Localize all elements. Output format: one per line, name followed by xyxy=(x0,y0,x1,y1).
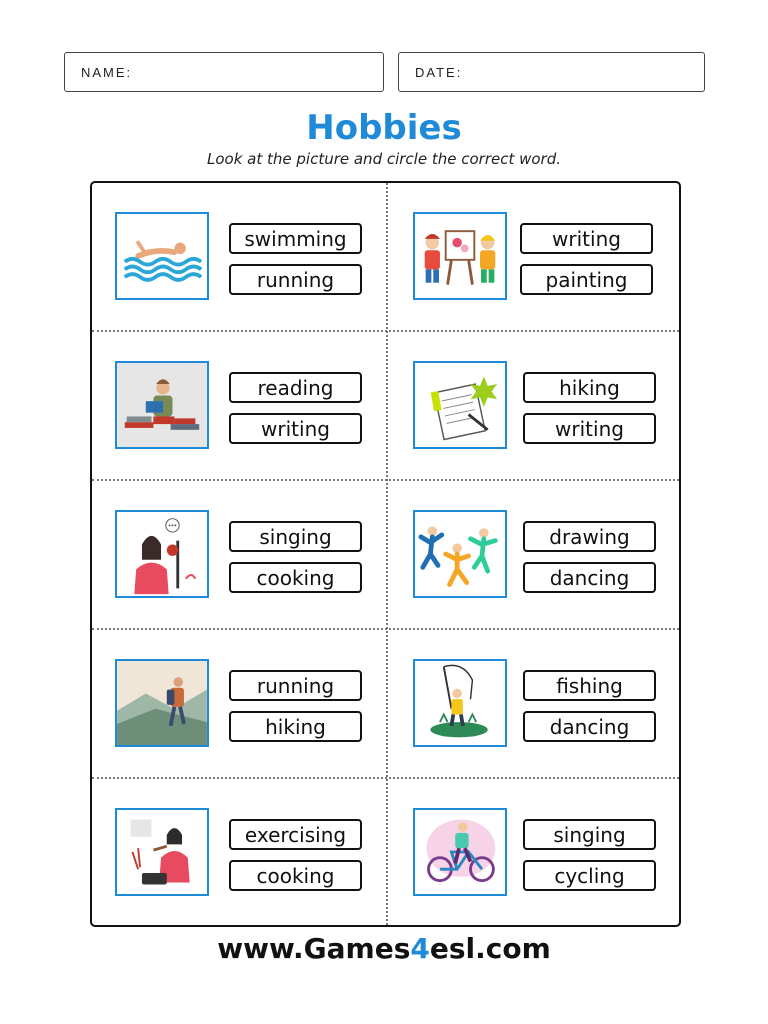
exercise-item-3 xyxy=(92,332,387,481)
name-label: NAME: xyxy=(81,64,133,80)
option-button[interactable]: exercising xyxy=(229,819,362,850)
option-button[interactable]: painting xyxy=(520,264,653,295)
option-button[interactable]: running xyxy=(229,264,362,295)
option-button[interactable]: cycling xyxy=(523,860,656,891)
swimming-picture xyxy=(115,212,209,300)
url-suffix: esl.com xyxy=(429,932,551,965)
option-button[interactable]: writing xyxy=(523,413,656,444)
writing-picture xyxy=(413,361,507,449)
option-button[interactable]: writing xyxy=(520,223,653,254)
worksheet-title: Hobbies xyxy=(306,108,462,148)
exercise-item-10 xyxy=(388,779,683,928)
exercise-item-2 xyxy=(388,183,683,332)
instructions: Look at the picture and circle the correct word. xyxy=(206,150,562,168)
singing-picture xyxy=(115,510,209,598)
option-button[interactable]: cooking xyxy=(229,562,362,593)
exercise-item-7 xyxy=(92,630,387,779)
exercise-item-8 xyxy=(388,630,683,779)
option-button[interactable]: drawing xyxy=(523,521,656,552)
exercise-item-1 xyxy=(92,183,387,332)
date-field[interactable] xyxy=(398,52,705,92)
option-button[interactable]: swimming xyxy=(229,223,362,254)
option-button[interactable]: cooking xyxy=(229,860,362,891)
option-button[interactable]: dancing xyxy=(523,562,656,593)
date-label: DATE: xyxy=(415,64,463,80)
website-url xyxy=(0,932,768,965)
exercise-item-4 xyxy=(388,332,683,481)
option-button[interactable]: dancing xyxy=(523,711,656,742)
exercise-grid xyxy=(90,181,681,927)
exercise-item-9 xyxy=(92,779,387,928)
cooking-picture xyxy=(115,808,209,896)
reading-picture xyxy=(115,361,209,449)
option-button[interactable]: writing xyxy=(229,413,362,444)
name-field[interactable] xyxy=(64,52,384,92)
cycling-picture xyxy=(413,808,507,896)
option-button[interactable]: fishing xyxy=(523,670,656,701)
option-button[interactable]: singing xyxy=(523,819,656,850)
option-button[interactable]: singing xyxy=(229,521,362,552)
hiking-picture xyxy=(115,659,209,747)
option-button[interactable]: hiking xyxy=(523,372,656,403)
url-highlight: 4 xyxy=(410,932,430,965)
painting-picture xyxy=(413,212,507,300)
option-button[interactable]: running xyxy=(229,670,362,701)
dancing-picture xyxy=(413,510,507,598)
url-prefix: www.Games xyxy=(217,932,411,965)
fishing-picture xyxy=(413,659,507,747)
option-button[interactable]: hiking xyxy=(229,711,362,742)
exercise-item-5 xyxy=(92,481,387,630)
exercise-item-6 xyxy=(388,481,683,630)
option-button[interactable]: reading xyxy=(229,372,362,403)
